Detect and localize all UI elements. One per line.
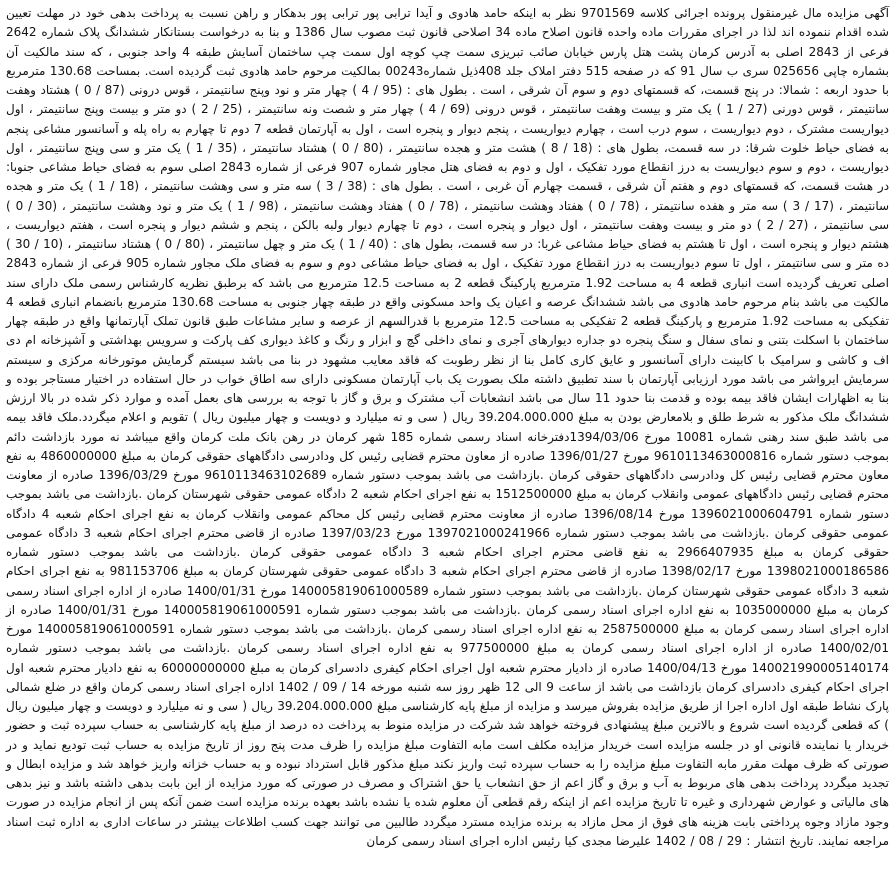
auction-notice-text: آگهی مزایده مال غیرمنقول پرونده اجرائی کلاسه 9701569 نظر به اینکه حامد هادوی و آیدا ترابی پور ترابی پور بدهکار و راهن نسبت به پرداخت بدهی خود در مهلت تعیین شده اقدام ننموده اند لذا در اجرای مقررات ماده واحده قانون اصلاح ماده 34 اصلاحی قانون ثبت مصوب سال 1386 و بنا به درخواست بستانکار ششدانگ پلاک شماره 2642 فرعی از 2843 اصلی به آدرس کرمان پشت هتل پارس خیابان صائب تبریزی سمت چپ کوچه اول سمت چپ ساختمان آسایش طبقه 4 واحد جنوبی ، که سند مالکیت آن بشماره چاپی 025656 سری ب سال 91 که در صفحه 515 دفتر املاک جلد 408ذیل شماره00243 بمالکیت مرحوم حامد هادوی ثبت گردیده است. بمساحت 130.68 مترمربع با حدود اربعه : شمالا: در پنج قسمت، که قسمتهای دوم و سوم آن شرقی ، است . بطول های : (95 / 4 ) چهار متر و نود وپنج سانتیمتر ، قوس درونی (87 / 0 ) هشتاد وهفت سانتیمتر ، قوس دورنی (27 / 1 ) یک متر و بیست وهفت سانتیمتر ، قوس درونی (69 / 4 ) چهار متر و شصت ونه سانتیمتر ، (25 / 2 ) دو متر و بیست وپنج سانتیمتر ، اول دیواریست مشترک ، دوم دیواریست ، سوم درب است ، چهارم دیواریست ، پنجم دیوار و پنجره است ، اول به آپارتمان قطعه 7 دوم تا چهارم به راه پله و آسانسور مشاعی پنجم به فضای حیاط خلوت شرقا: در سه قسمت، بطول های : (18 / 8 ) هشت متر و هجده سانتیمتر ، (80 / 0 ) هشتاد سانتیمتر ، (35 / 1 ) یک متر و سی وپنج سانتیمتر ، اول دیواریست ، دوم و سوم دیواریست به درز انقطاع مورد تفکیک ، اول و دوم به فضای هتل مجاور شماره 907 فرعی از شماره 2843 اصلی سوم به فضای حیاط مشاعی جنوبا: در هشت قسمت، که قسمتهای دوم و هفتم آن شرقی ، قسمت چهارم آن غربی ، است . بطول های : (38 / 3 ) سه متر و سی وهشت سانتیمتر ، (18 / 1 ) یک متر و هجده سانتیمتر ، (17 / 3 ) سه متر و هفده سانتیمتر ، (78 / 0 ) هفتاد وهشت سانتیمتر ، (78 / 0 ) هفتاد وهشت سانتیمتر ، (98 / 1 ) یک متر و نود وهشت سانتیمتر ، (30 / 0 ) سی سانتیمتر ، (27 / 2 ) دو متر و بیست وهفت سانتیمتر ، اول دیوار و پنجره است ، دوم تا چهارم دیوار ولبه بالکن ، پنجم و ششم دیوار و پنجره است ، هفتم دیواریست ، هشتم دیوار و پنجره است ، اول تا هشتم به فضای حیاط مشاعی غربا: در سه قسمت، بطول های : (40 / 1 ) یک متر و چهل سانتیمتر ، (80 / 0 ) هشتاد سانتیمتر ، (10 / 30 ) ده متر و سی سانتیمتر ، اول تا سوم دیواریست به درز انقطاع مورد تفکیک ، اول به فضای حیاط مشاعی دوم و سوم به فضای ملک مجاور شماره 905 فرعی از شماره 2843 اصلی تعریف گردیده است انباری قطعه 4 به مساحت 1.92 مترمربع پارکینگ قطعه 2 به مساحت 12.5 مترمربع می باشد که برطبق نظریه کارشناس رسمی ملک دارای سند مالکیت می باشد بنام مرحوم حامد هادوی می باشد ششدانگ عرصه و اعیان یک واحد مسکونی واقع در طبقه چهار جنوبی به مساحت 130.68 مترمربع بانضمام انباری قطعه 4 تفکیکی به مساحت 1.92 مترمربع و پارکینگ قطعه 2 تفکیکی به مساحت 12.5 مترمربع با قدرالسهم از عرصه و سایر مشاعات طبق قانون تملک آپارتمانها واقع در طبقه چهار ساختمان با اسکلت بتنی و نمای سفال و سنگ پنجره دو جداره دیوارهای آجری و نمای داخلی گچ و ابزار و رنگ و کاغذ دیواری کف پارکت و سرویس بهداشتی و آشپزخانه ام دی اف و کاشی و سرامیک با کابینت دارای آسانسور و عایق کاری کامل بنا از نظر رطوبت که فاقد معایب مشهود در بنا می باشد سیستم گرمایش موتورخانه مرکزی و سیستم سرمایش ایرواشر می باشد مورد ارزیابی آپارتمان با سند تطبیق داشته ملک بصورت یک باب آپارتمان مسکونی دارای سه اطاق خواب در حال استفاده در اختیار مستاجر بوده و بنا به اظهارات ایشان فاقد بیمه بوده و قدمت بنا حدود 11 سال می باشد انشعابات آب مشترک و برق و گاز با توجه به بررسی های بعمل آمده و موارد ذکر شده در بالا ارزش ششدانگ ملک مذکور به شرط طلق و بلامعارض بودن به مبلغ 39.204.000.000 ریال ( سی و نه میلیارد و دویست و چهار میلیون ریال ) تقویم و اعلام میگردد.ملک فاقد بیمه می باشد طبق سند رهنی شماره 10081 مورخ 1394/03/06دفترخانه اسناد رسمی شماره 185 شهر کرمان در رهن بانک ملت کرمان واقع میباشد نه مورد بازداشت دائم بموجب دستور شماره 9610113463000816 مورخ 1396/01/27 صادره از معاون محترم قضایی رئیس کل ودادرسی دادگاههای حقوقی کرمان به مبلغ 4860000000 به نفع معاون محترم قضایی رئیس کل ودادرسی دادگاههای حقوقی کرمان .بازداشت می باشد بموجب دستور شماره 9610113463102689 مورخ 1396/03/29 صادره از معاونت محترم قضایی رئیس دادگاههای عمومی وانقلاب کرمان به مبلغ 1512500000 به نفع اجرای احکام شعبه 2 دادگاه عمومی حقوقی شهرستان کرمان .بازداشت می باشد بموجب دستور شماره 1396021000604791 مورخ 1396/08/14 صادره از معاونت محترم قضایی رئیس کل محاکم عمومی وانقلاب کرمان به نفع اجرای احکام شعبه 4 دادگاه عمومی حقوقی کرمان .بازداشت می باشد بموجب دستور شماره 1397021000241966 مورخ 1397/03/23 صادره از قاضی محترم اجرای احکام شعبه 3 دادگاه عمومی حقوقی کرمان به مبلغ 2966407935 به نفع قاضی محترم اجرای احکام شعبه 3 دادگاه عمومی حقوقی کرمان .بازداشت می باشد بموجب دستور شماره 1398021000186586 مورخ 1398/02/17 صادره از قاضی محترم اجرای احکام شعبه 3 دادگاه عمومی حقوقی شهرستان کرمان به مبلغ 981153706 به نفع اجرای احکام شعبه 3 دادگاه عمومی حقوقی شهرستان کرمان .بازداشت می باشد بموجب دستور شماره 140005819061000589 مورخ 1400/01/31 صادره از اداره اجرای اسناد رسمی کرمان به مبلغ 1035000000 به نفع اداره اجرای اسناد رسمی کرمان .بازداشت می باشد بموجب دستور شماره 140005819061000591 مورخ 1400/01/31 صادره از اداره اجرای اسناد رسمی کرمان به مبلغ 2587500000 به نفع اداره اجرای اسناد رسمی کرمان .بازداشت می باشد بموجب دستور شماره 140005819061000591 مورخ 1400/02/01 صادره از اداره اجرای اسناد رسمی کرمان به مبلغ 977500000 به نفع اداره اجرای اسناد رسمی کرمان .بازداشت می باشد بموجب دستور شماره 140021990005140174 مورخ 1400/04/13 صادره از دادیار محترم شعبه اول اجرای احکام کیفری دادسرای کرمان به مبلغ 60000000000 به نفع دادیار محترم شعبه اول اجرای احکام کیفری دادسرای کرمان بازداشت می باشد از ساعت 9 الی 12 ظهر روز سه شنبه مورخه 14 / 09 / 1402 اداره اجرای اسناد رسمی کرمان واقع در ضلع شمالی پارک نشاط طبقه اول اداره اجرا از طریق مزایده بفروش میرسد و مزایده از مبلغ پایه کارشناسی مبلغ 39.204.000.000 ریال ( سی و نه میلیارد و دویست و چهار میلیون ریال ) که قطعی گردیده است شروع و بالاترین مبلغ پیشنهادی فروخته خواهد شد شرکت در مزایده منوط به پرداخت ده درصد از مبلغ پایه کارشناسی به حساب سپرده ثبت و حضور خریدار یا نماینده قانونی او در جلسه مزایده است خریدار مزایده مکلف است مابه التفاوت مبلغ مزایده را ظرف مدت پنج روز از تاریخ مزایده به حساب ثبت تودیع نماید و در صورتی که ظرف مهلت مقرر مابه التفاوت مبلغ مزایده را به حساب سپرده ثبت واریز نکند مبلغ مذکور قابل استرداد نبوده و به حساب خزانه واریز خواهد شد و مزایده ابطال و تجدید میگردد پرداخت بدهی های مربوط به آب و برق و گاز اعم از حق انشعاب یا حق اشتراک و مصرف در صورتی که مورد مزایده از این بابت بدهی داشته باشد و نیز بدهی های مالیاتی و عوارض شهرداری و غیره تا تاریخ مزایده اعم از اینکه رقم قطعی آن معلوم شده یا نشده باشد بعهده برنده مزایده است ضمن آنکه پس از انجام مزایده در صورت وجود مازاد وجوه پرداختی بابت هزینه های فوق از محل مازاد به برنده مزایده مسترد میگردد طالبین می توانند جهت کسب اطلاعات بیشتر در ساعات اداری به اداره ثبت اسناد مراجعه نمایند. تاریخ انتشار : 29 / 08 / 1402 علیرضا مجدی کیا رئیس اداره اجرای اسناد رسمی کرمان [6,6,890,848]
